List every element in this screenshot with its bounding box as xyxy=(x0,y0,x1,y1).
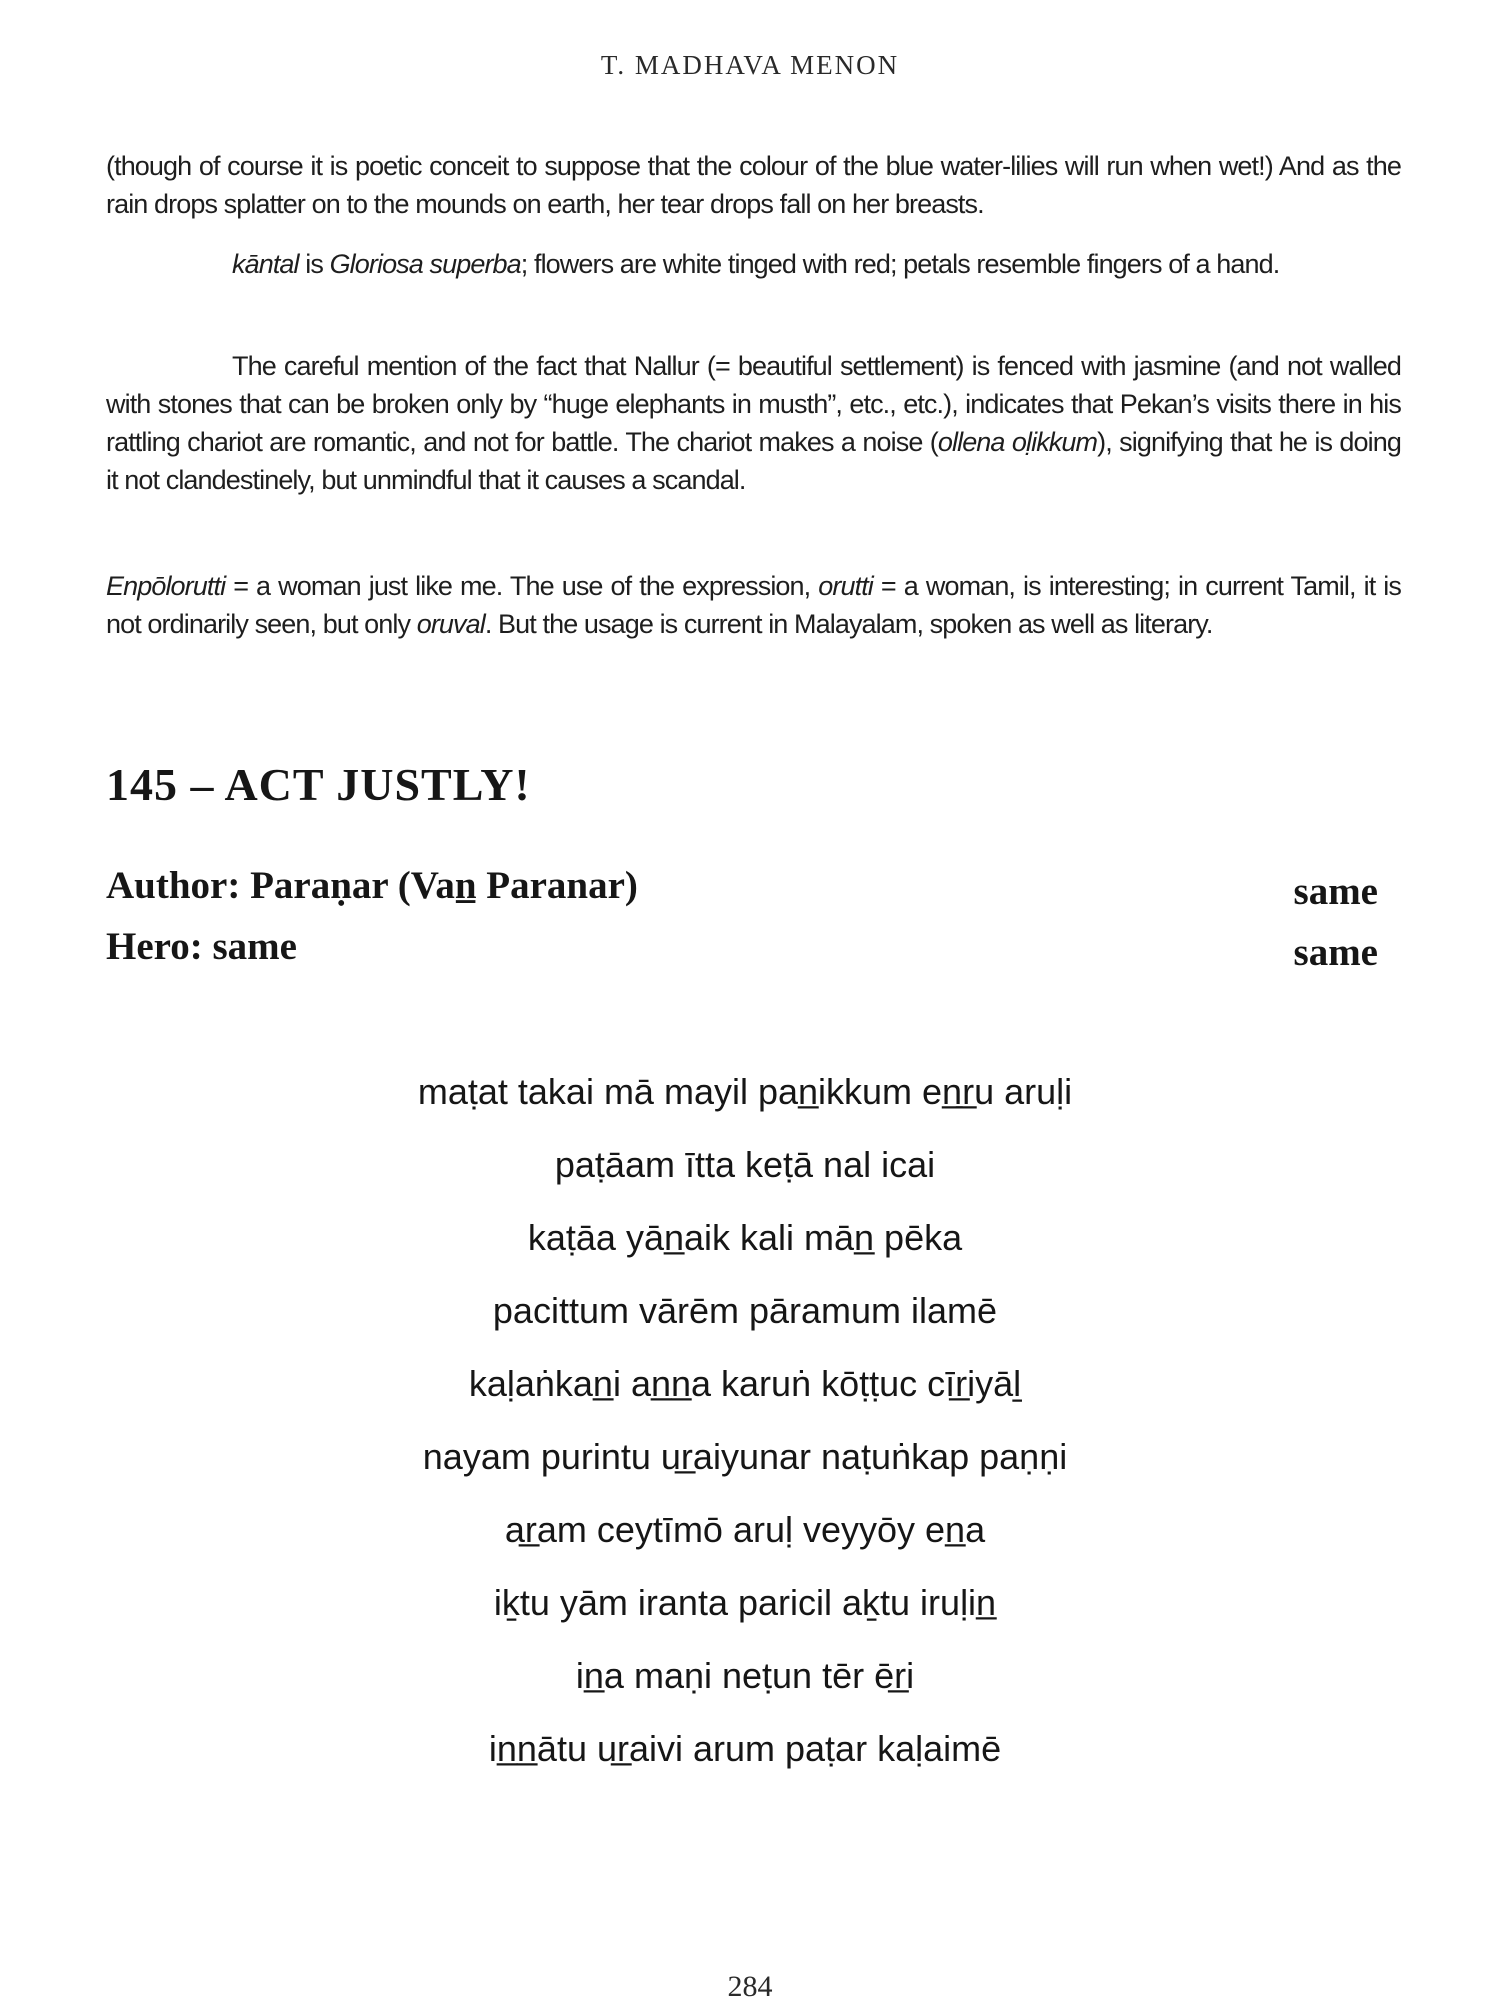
verse-line: ar̲am ceytīmō aruḷ veyyōy en̲a xyxy=(504,1509,986,1550)
text-fragment: ; flowers are white tinged with red; petals resemble fingers of a hand. xyxy=(520,249,1280,279)
verse-line: in̲a maṇi neṭun tēr ēr̲i xyxy=(575,1655,915,1696)
verse-line: nayam purintu ur̲aiyunar naṭuṅkap paṇṇi xyxy=(422,1436,1068,1477)
verse-line: maṭat takai mā mayil pan̲ikkum en̲r̲u aruḷi xyxy=(417,1071,1073,1112)
text-fragment: ), signifying that he is doing it not clandestinely, but unmindful that it causes a scandal. xyxy=(106,427,1401,495)
verse-line: iḵtu yām iranta paricil aḵtu iruḷin̲ xyxy=(493,1582,997,1623)
author-line: Author: Paraṇar (Van̲ Paranar) xyxy=(106,864,638,907)
verse-line: in̲n̲ātu ur̲aivi arum paṭar kaḷaimē xyxy=(488,1728,1002,1769)
paragraph-nallur-note xyxy=(106,347,1401,499)
text-fragment: = a woman just like me. The use of the expression, xyxy=(225,571,819,601)
text-fragment: . But the usage is current in Malayalam, spoken as well as literary. xyxy=(484,609,1213,639)
verse-line: paṭāam ītta keṭā nal icai xyxy=(554,1144,936,1185)
verse-line: kaḷaṅkan̲i an̲n̲a karuṅ kōṭṭuc cīr̲iyāḻ xyxy=(468,1363,1022,1404)
author-row xyxy=(106,863,1378,913)
term-ollena-olikkum: ollena oḷikkum xyxy=(937,427,1098,457)
term-orutti: orutti xyxy=(818,571,873,601)
text-fragment: = a woman, is interesting; in current Tamil, it is not ordinarily seen, but only xyxy=(106,571,1401,639)
hero-same-label: same xyxy=(1293,931,1378,974)
paragraph-orutti-note xyxy=(106,567,1401,643)
paragraph-kantal-note xyxy=(106,245,1401,283)
text-fragment: The careful mention of the fact that Nallur (= beautiful settlement) is fenced with jasmine (and not walled with stones that can be broken only by “huge elephants in musth”, etc., etc.), indicates that Pekan’s visits there in his rattling chariot are romantic, and not for battle. The chariot makes a noise ( xyxy=(106,351,1401,457)
term-kantal: kāntal xyxy=(232,249,299,279)
section-title: 145 – ACT JUSTLY! xyxy=(106,759,531,810)
author-same-label: same xyxy=(1293,870,1378,913)
poem-verse xyxy=(0,1055,1500,1785)
hero-row xyxy=(106,924,1378,974)
verse-line: kaṭāa yān̲aik kali mān̲ pēka xyxy=(527,1217,963,1258)
running-head: T. MADHAVA MENON xyxy=(600,50,900,80)
paragraph-rain-simile: (though of course it is poetic conceit to suppose that the colour of the blue water-lilies will run when wet!) And as the rain drops splatter on to the mounds on earth, her tear drops fall on her breasts. xyxy=(106,151,1401,219)
term-gloriosa-superba: Gloriosa superba xyxy=(329,249,521,279)
hero-line: Hero: same xyxy=(106,925,297,968)
page-number: 284 xyxy=(727,1970,773,2003)
text-fragment: is xyxy=(298,249,330,279)
term-oruval: oruval xyxy=(416,609,485,639)
term-enpolorutti: Enpōlorutti xyxy=(106,571,226,601)
verse-line: pacittum vārēm pāramum ilamē xyxy=(492,1290,998,1331)
